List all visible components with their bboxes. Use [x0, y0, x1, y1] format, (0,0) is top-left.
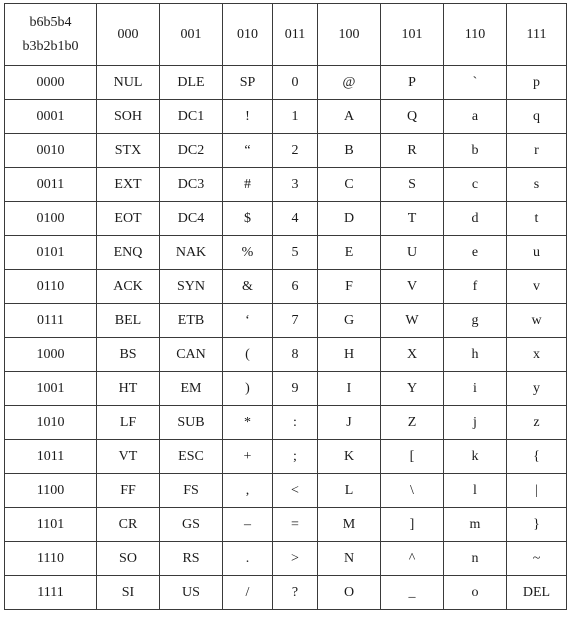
char-cell: I — [318, 372, 381, 406]
char-cell: L — [318, 474, 381, 508]
row-header-bits: 1100 — [5, 474, 97, 508]
char-cell: DC1 — [160, 100, 223, 134]
char-cell: 6 — [273, 270, 318, 304]
char-cell: [ — [381, 440, 444, 474]
char-cell: 3 — [273, 168, 318, 202]
char-cell: Q — [381, 100, 444, 134]
table-row — [5, 372, 567, 406]
char-cell: US — [160, 576, 223, 610]
char-cell: d — [444, 202, 507, 236]
char-cell: E — [318, 236, 381, 270]
ascii-code-table — [4, 3, 567, 610]
column-header: 111 — [507, 4, 567, 66]
char-cell: ( — [223, 338, 273, 372]
char-cell: % — [223, 236, 273, 270]
char-cell: f — [444, 270, 507, 304]
char-cell: U — [381, 236, 444, 270]
table-row — [5, 100, 567, 134]
char-cell: n — [444, 542, 507, 576]
table-row — [5, 134, 567, 168]
char-cell: ] — [381, 508, 444, 542]
row-header-bits: 1101 — [5, 508, 97, 542]
char-cell: = — [273, 508, 318, 542]
char-cell: F — [318, 270, 381, 304]
char-cell: p — [507, 66, 567, 100]
low-bits-label: b3b2b1b0 — [22, 38, 79, 54]
char-cell: S — [381, 168, 444, 202]
table-row — [5, 236, 567, 270]
char-cell: 9 — [273, 372, 318, 406]
char-cell: # — [223, 168, 273, 202]
char-cell: _ — [381, 576, 444, 610]
char-cell: w — [507, 304, 567, 338]
char-cell: M — [318, 508, 381, 542]
char-cell: : — [273, 406, 318, 440]
char-cell: + — [223, 440, 273, 474]
char-cell: D — [318, 202, 381, 236]
char-cell: O — [318, 576, 381, 610]
char-cell: EM — [160, 372, 223, 406]
char-cell: VT — [97, 440, 160, 474]
char-cell: ^ — [381, 542, 444, 576]
char-cell: . — [223, 542, 273, 576]
row-header-bits: 0111 — [5, 304, 97, 338]
char-cell: J — [318, 406, 381, 440]
char-cell: V — [381, 270, 444, 304]
char-cell: G — [318, 304, 381, 338]
char-cell: EOT — [97, 202, 160, 236]
char-cell: SYN — [160, 270, 223, 304]
row-header-bits: 0110 — [5, 270, 97, 304]
char-cell: B — [318, 134, 381, 168]
char-cell: H — [318, 338, 381, 372]
char-cell: ) — [223, 372, 273, 406]
char-cell: 2 — [273, 134, 318, 168]
char-cell: SUB — [160, 406, 223, 440]
char-cell: DC3 — [160, 168, 223, 202]
char-cell: $ — [223, 202, 273, 236]
char-cell: q — [507, 100, 567, 134]
char-cell: ACK — [97, 270, 160, 304]
char-cell: u — [507, 236, 567, 270]
char-cell: X — [381, 338, 444, 372]
char-cell: > — [273, 542, 318, 576]
column-header: 011 — [273, 4, 318, 66]
row-header-bits: 0101 — [5, 236, 97, 270]
char-cell: 0 — [273, 66, 318, 100]
char-cell: i — [444, 372, 507, 406]
row-header-bits: 0010 — [5, 134, 97, 168]
char-cell: k — [444, 440, 507, 474]
char-cell: DEL — [507, 576, 567, 610]
char-cell: P — [381, 66, 444, 100]
row-header-bits: 0000 — [5, 66, 97, 100]
char-cell: z — [507, 406, 567, 440]
row-header-bits: 0100 — [5, 202, 97, 236]
row-header-bits: 1110 — [5, 542, 97, 576]
char-cell: FF — [97, 474, 160, 508]
char-cell: { — [507, 440, 567, 474]
char-cell: r — [507, 134, 567, 168]
char-cell: SI — [97, 576, 160, 610]
char-cell: NUL — [97, 66, 160, 100]
char-cell: a — [444, 100, 507, 134]
table-row — [5, 338, 567, 372]
header-row — [5, 4, 567, 66]
char-cell: RS — [160, 542, 223, 576]
char-cell: DC4 — [160, 202, 223, 236]
table-row — [5, 508, 567, 542]
table-row — [5, 406, 567, 440]
char-cell: N — [318, 542, 381, 576]
char-cell: l — [444, 474, 507, 508]
table-body — [5, 4, 567, 610]
char-cell: t — [507, 202, 567, 236]
char-cell: o — [444, 576, 507, 610]
char-cell: SO — [97, 542, 160, 576]
char-cell: SP — [223, 66, 273, 100]
column-header: 000 — [97, 4, 160, 66]
char-cell: – — [223, 508, 273, 542]
char-cell: LF — [97, 406, 160, 440]
char-cell: ‘ — [223, 304, 273, 338]
char-cell: } — [507, 508, 567, 542]
char-cell: @ — [318, 66, 381, 100]
char-cell: 5 — [273, 236, 318, 270]
row-header-bits: 1001 — [5, 372, 97, 406]
char-cell: EXT — [97, 168, 160, 202]
char-cell: x — [507, 338, 567, 372]
table-row — [5, 576, 567, 610]
column-header: 010 — [223, 4, 273, 66]
row-header-bits: 1000 — [5, 338, 97, 372]
char-cell: HT — [97, 372, 160, 406]
char-cell: c — [444, 168, 507, 202]
char-cell: BEL — [97, 304, 160, 338]
char-cell: 1 — [273, 100, 318, 134]
char-cell: “ — [223, 134, 273, 168]
row-header-bits: 1111 — [5, 576, 97, 610]
char-cell: ESC — [160, 440, 223, 474]
char-cell: FS — [160, 474, 223, 508]
char-cell: ! — [223, 100, 273, 134]
char-cell: g — [444, 304, 507, 338]
char-cell: h — [444, 338, 507, 372]
char-cell: ~ — [507, 542, 567, 576]
char-cell: < — [273, 474, 318, 508]
char-cell: & — [223, 270, 273, 304]
char-cell: ETB — [160, 304, 223, 338]
char-cell: NAK — [160, 236, 223, 270]
row-header-bits: 1010 — [5, 406, 97, 440]
char-cell: R — [381, 134, 444, 168]
high-bits-label: b6b5b4 — [29, 14, 72, 30]
row-header-bits: 0001 — [5, 100, 97, 134]
char-cell: STX — [97, 134, 160, 168]
char-cell: 7 — [273, 304, 318, 338]
table-row — [5, 474, 567, 508]
char-cell: 4 — [273, 202, 318, 236]
table-row — [5, 66, 567, 100]
char-cell: j — [444, 406, 507, 440]
char-cell: / — [223, 576, 273, 610]
char-cell: * — [223, 406, 273, 440]
char-cell: C — [318, 168, 381, 202]
char-cell: m — [444, 508, 507, 542]
table-row — [5, 542, 567, 576]
char-cell: DLE — [160, 66, 223, 100]
char-cell: T — [381, 202, 444, 236]
char-cell: y — [507, 372, 567, 406]
char-cell: CAN — [160, 338, 223, 372]
corner-header-cell — [5, 4, 97, 66]
table-row — [5, 202, 567, 236]
column-header: 100 — [318, 4, 381, 66]
char-cell: DC2 — [160, 134, 223, 168]
char-cell: s — [507, 168, 567, 202]
char-cell: , — [223, 474, 273, 508]
char-cell: ` — [444, 66, 507, 100]
char-cell: W — [381, 304, 444, 338]
table-row — [5, 440, 567, 474]
row-header-bits: 1011 — [5, 440, 97, 474]
char-cell: GS — [160, 508, 223, 542]
char-cell: Z — [381, 406, 444, 440]
char-cell: ; — [273, 440, 318, 474]
table-row — [5, 304, 567, 338]
char-cell: CR — [97, 508, 160, 542]
char-cell: ENQ — [97, 236, 160, 270]
char-cell: 8 — [273, 338, 318, 372]
char-cell: \ — [381, 474, 444, 508]
table-row — [5, 168, 567, 202]
table-row — [5, 270, 567, 304]
row-header-bits: 0011 — [5, 168, 97, 202]
column-header: 101 — [381, 4, 444, 66]
char-cell: SOH — [97, 100, 160, 134]
char-cell: e — [444, 236, 507, 270]
char-cell: A — [318, 100, 381, 134]
char-cell: v — [507, 270, 567, 304]
char-cell: K — [318, 440, 381, 474]
column-header: 001 — [160, 4, 223, 66]
char-cell: ? — [273, 576, 318, 610]
char-cell: | — [507, 474, 567, 508]
char-cell: BS — [97, 338, 160, 372]
char-cell: Y — [381, 372, 444, 406]
column-header: 110 — [444, 4, 507, 66]
char-cell: b — [444, 134, 507, 168]
